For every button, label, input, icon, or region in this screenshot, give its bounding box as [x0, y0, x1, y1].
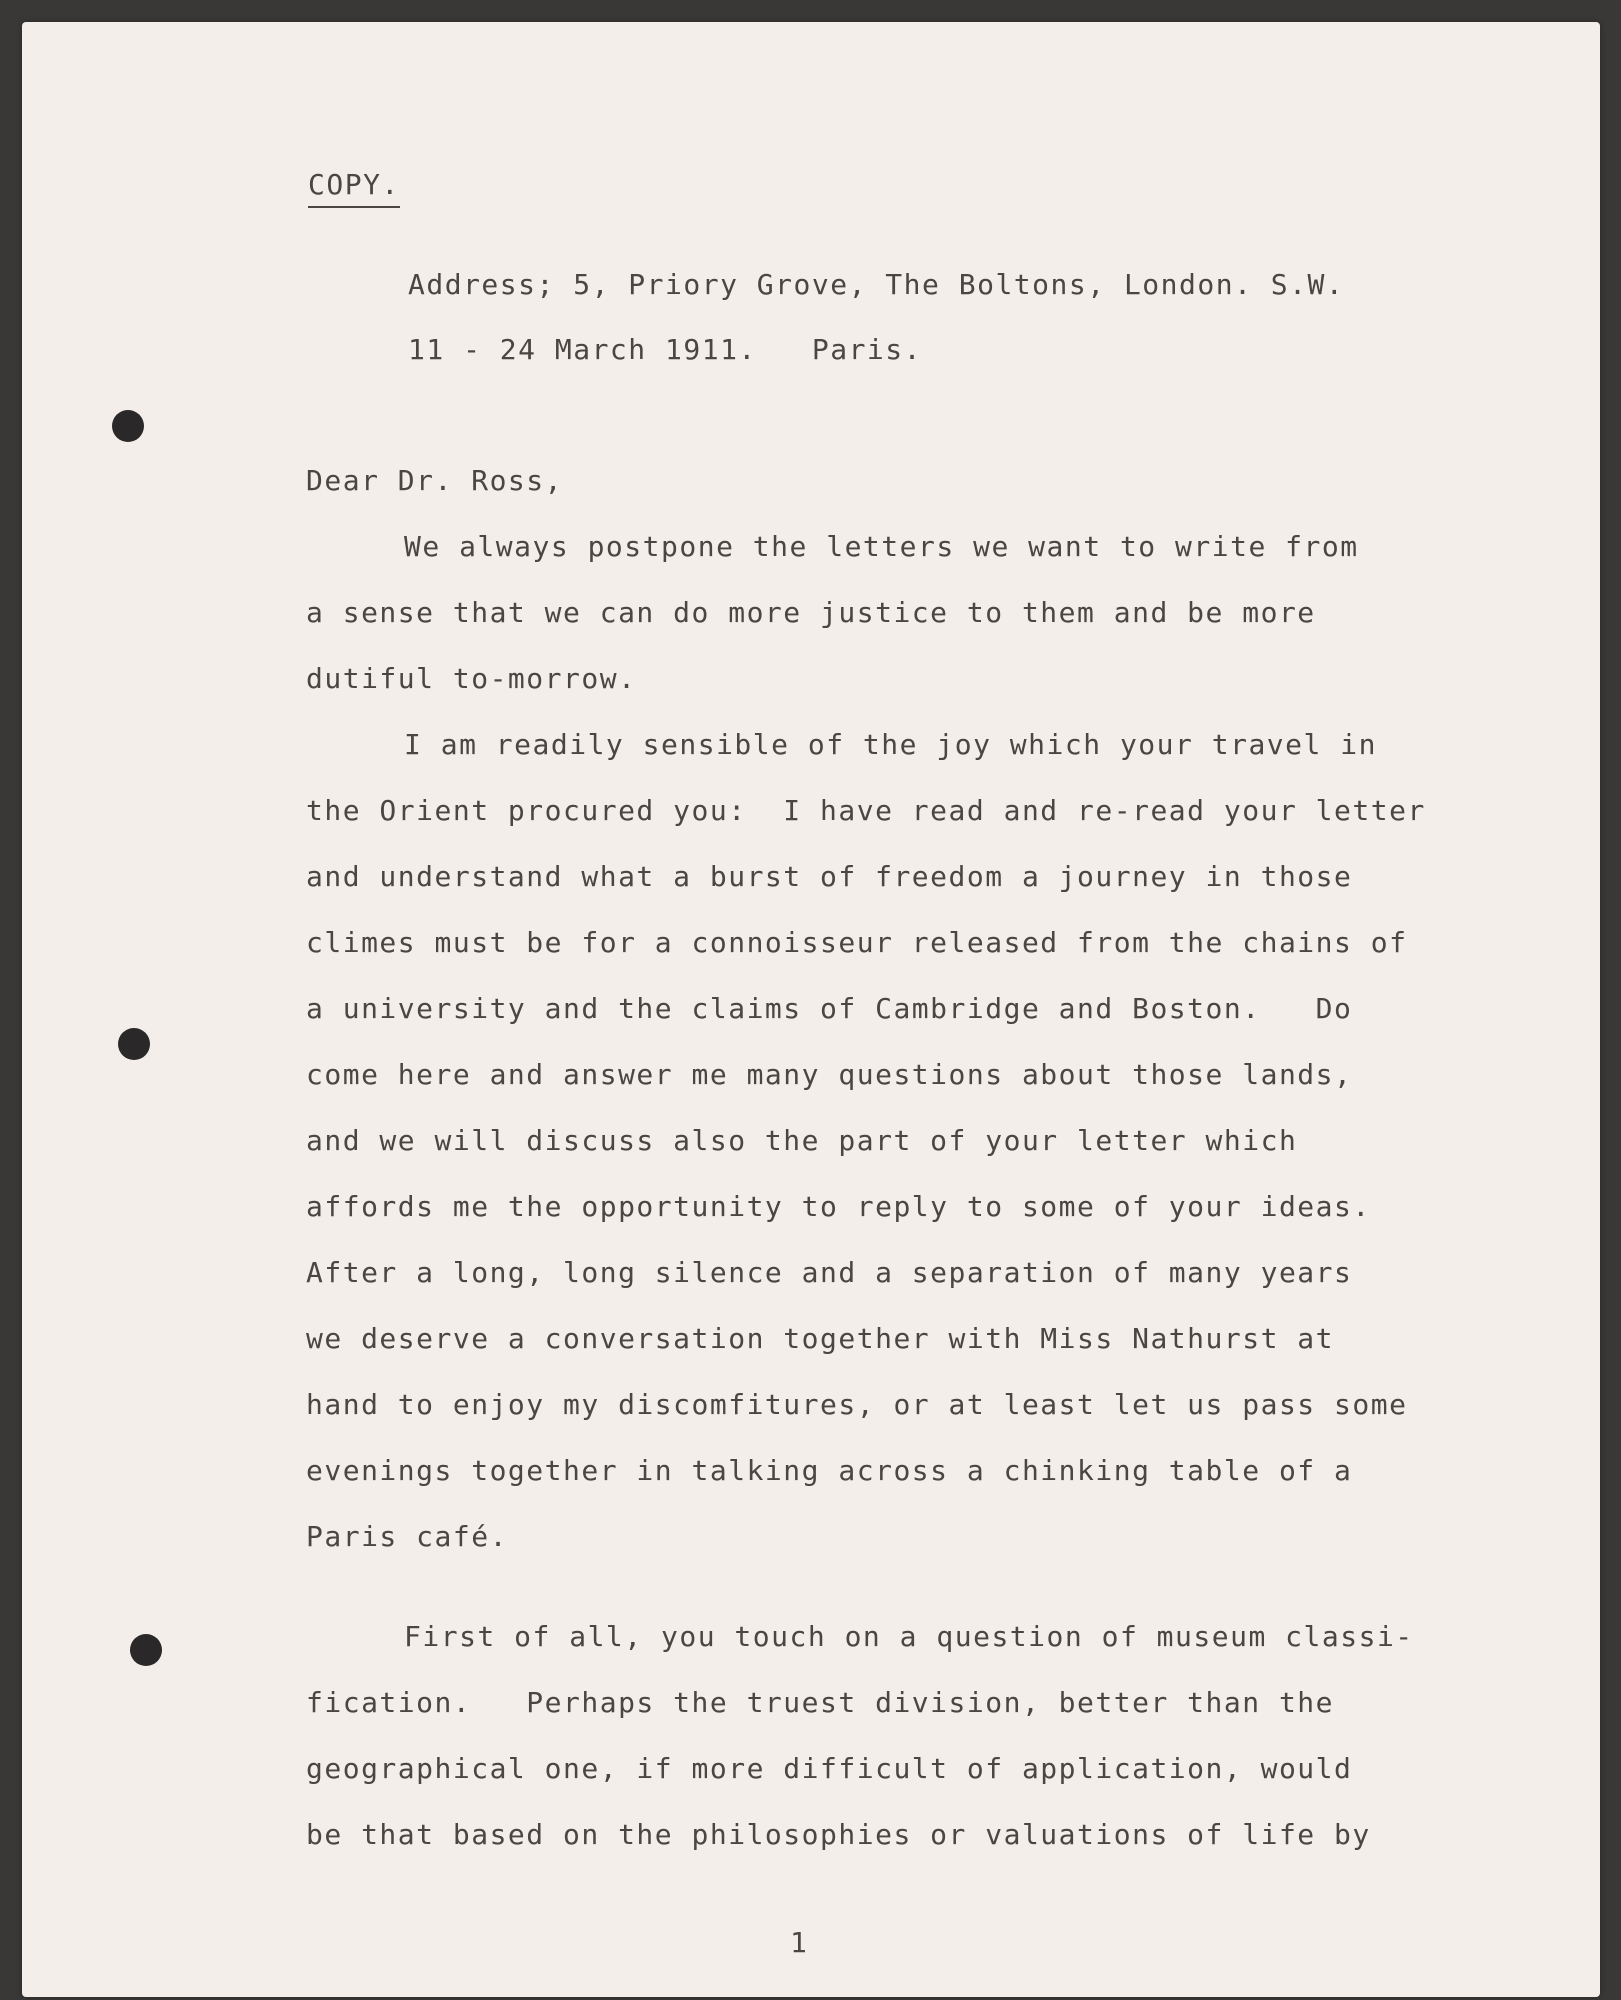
body-line: and understand what a burst of freedom a journey in those [306, 860, 1353, 893]
page-number: 1 [790, 1926, 809, 1959]
body-line: we deserve a conversation together with Miss Nathurst at [306, 1322, 1335, 1355]
body-line: evenings together in talking across a chinking table of a [306, 1454, 1353, 1487]
body-line: dutiful to-morrow. [306, 662, 637, 695]
body-line: After a long, long silence and a separation of many years [306, 1256, 1353, 1289]
punch-hole [112, 410, 144, 442]
copy-mark: COPY. [308, 168, 400, 208]
punch-hole [130, 1634, 162, 1666]
body-line: First of all, you touch on a question of museum classi- [404, 1620, 1414, 1653]
body-line: and we will discuss also the part of your letter which [306, 1124, 1298, 1157]
sender-address: Address; 5, Priory Grove, The Boltons, London. S.W. [408, 268, 1345, 301]
punch-hole [118, 1028, 150, 1060]
body-line: affords me the opportunity to reply to some of your ideas. [306, 1190, 1371, 1223]
body-line: the Orient procured you: I have read and re-read your letter [306, 794, 1426, 827]
body-line: We always postpone the letters we want to write from [404, 530, 1359, 563]
body-line: geographical one, if more difficult of application, would [306, 1752, 1353, 1785]
body-line: come here and answer me many questions about those lands, [306, 1058, 1353, 1091]
body-line: fication. Perhaps the truest division, better than the [306, 1686, 1335, 1719]
date-place: 11 - 24 March 1911. Paris. [408, 333, 923, 366]
body-line: be that based on the philosophies or valuations of life by [306, 1818, 1371, 1851]
salutation: Dear Dr. Ross, [306, 464, 564, 497]
body-line: a university and the claims of Cambridge and Boston. Do [306, 992, 1353, 1025]
body-line: I am readily sensible of the joy which your travel in [404, 728, 1377, 761]
body-line: a sense that we can do more justice to them and be more [306, 596, 1316, 629]
body-line: Paris café. [306, 1520, 508, 1553]
body-line: hand to enjoy my discomfitures, or at least let us pass some [306, 1388, 1408, 1421]
body-line: climes must be for a connoisseur released from the chains of [306, 926, 1408, 959]
